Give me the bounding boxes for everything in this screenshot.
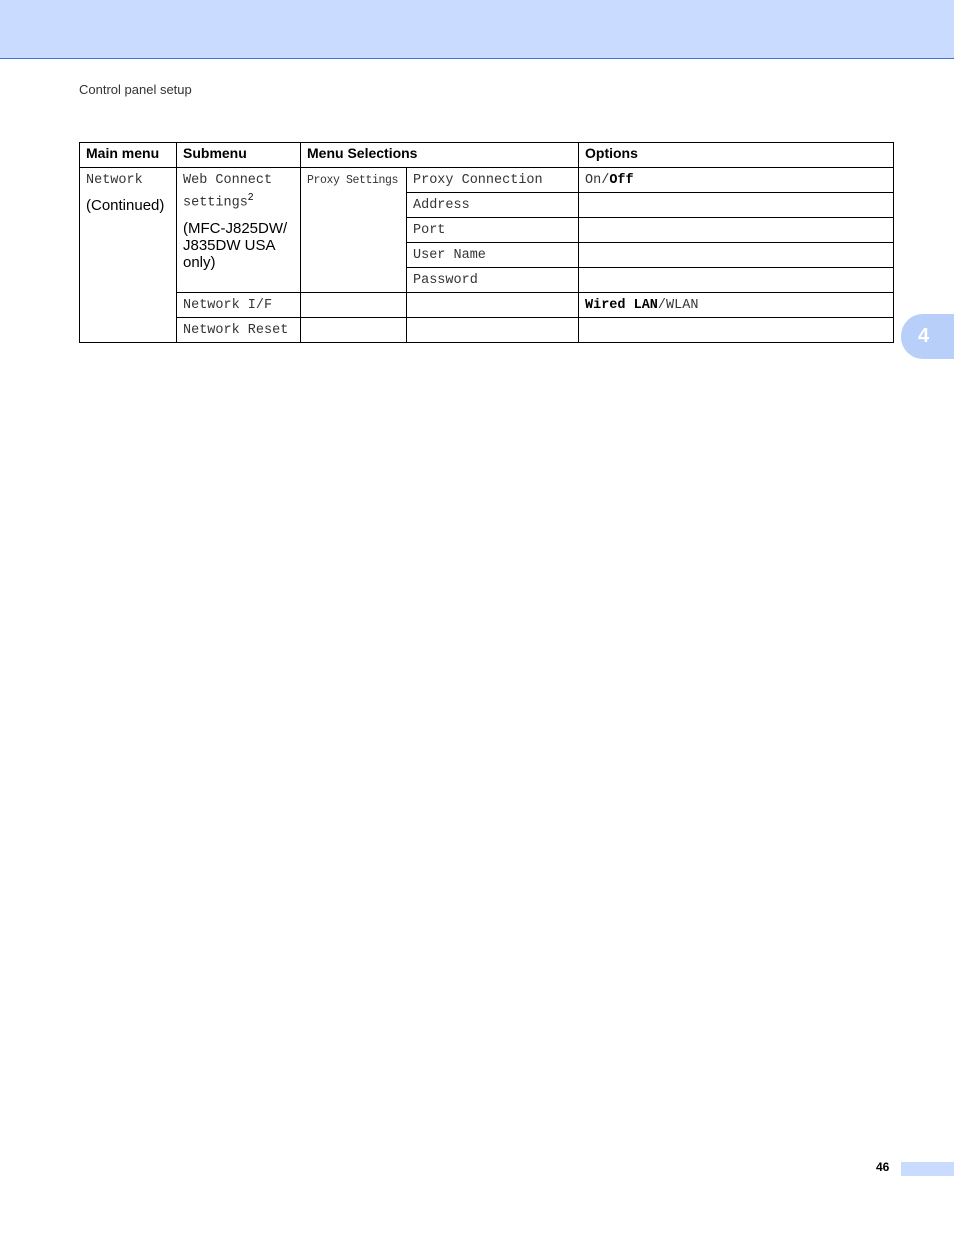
main-menu-item: Network <box>86 173 143 188</box>
submenu-web-cell <box>177 168 301 293</box>
empty-cell <box>407 293 579 318</box>
table-row <box>80 293 894 318</box>
proxy-row-options-cell <box>579 268 894 293</box>
proxy-row-label-cell: Password <box>407 268 579 293</box>
menu-selection-proxy: Proxy Settings <box>307 174 399 187</box>
page-number: 46 <box>876 1160 890 1174</box>
option-wired-lan-default: Wired LAN <box>585 298 658 313</box>
table-row <box>80 168 894 193</box>
proxy-row-label-cell: Proxy Connection <box>407 168 579 193</box>
proxy-row-label-cell: User Name <box>407 243 579 268</box>
submenu-network-reset-cell: Network Reset <box>177 318 301 343</box>
empty-cell <box>301 318 407 343</box>
option-off-default: Off <box>609 173 634 188</box>
footnote-marker: 2 <box>247 192 254 203</box>
network-if-options-cell <box>579 293 894 318</box>
header-band <box>0 0 954 59</box>
header-options: Options <box>579 143 894 168</box>
proxy-row-options-cell <box>579 243 894 268</box>
empty-cell <box>407 318 579 343</box>
proxy-row-options-cell <box>579 193 894 218</box>
submenu-web-note: (MFC-J825DW/ J835DW USA only) <box>183 219 288 271</box>
running-title: Control panel setup <box>79 82 192 97</box>
proxy-row-options-cell <box>579 218 894 243</box>
option-on: On/ <box>585 173 610 188</box>
submenu-web-item: Web Connect settings <box>183 173 273 211</box>
table-row <box>80 318 894 343</box>
proxy-row-options-cell <box>579 168 894 193</box>
submenu-network-if-cell: Network I/F <box>177 293 301 318</box>
main-menu-note: (Continued) <box>86 197 165 214</box>
header-main-menu: Main menu <box>80 143 177 168</box>
header-menu-selections: Menu Selections <box>301 143 579 168</box>
main-menu-cell <box>80 168 177 343</box>
empty-cell <box>301 293 407 318</box>
chapter-tab: 4 <box>901 314 954 359</box>
empty-cell <box>579 318 894 343</box>
proxy-row-label-cell: Port <box>407 218 579 243</box>
option-wlan: /WLAN <box>657 298 699 313</box>
menu-table <box>79 142 894 343</box>
menu-selection-cell <box>301 168 407 293</box>
proxy-row-label-cell: Address <box>407 193 579 218</box>
footer-bar <box>901 1162 954 1176</box>
table-header-row <box>80 143 894 168</box>
header-submenu: Submenu <box>177 143 301 168</box>
